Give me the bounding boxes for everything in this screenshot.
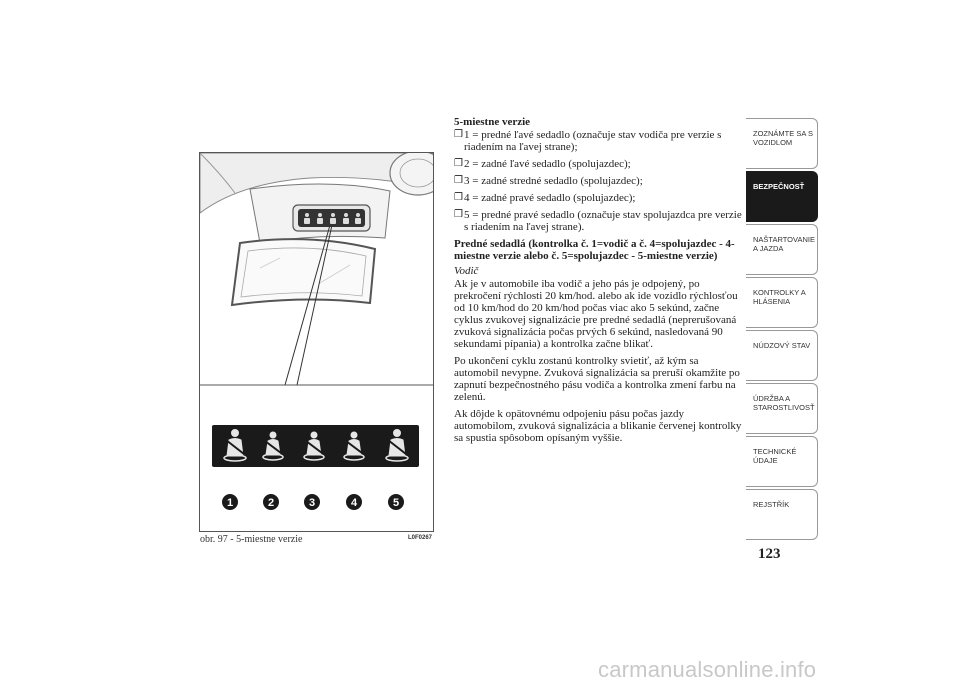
figure-seatbelt-panel bbox=[199, 152, 434, 532]
callout-3: 3 bbox=[308, 497, 316, 509]
section-title: 5-miestne verzie bbox=[454, 116, 531, 128]
seat-list bbox=[454, 129, 744, 233]
page-number: 123 bbox=[758, 546, 781, 562]
tab-label: KONTROLKY A HLÁSENIA bbox=[753, 288, 806, 306]
illustration bbox=[200, 153, 433, 531]
tab-rejstrik[interactable] bbox=[746, 489, 818, 540]
speaker-icon bbox=[390, 153, 433, 195]
paragraph: Po ukončení cyklu zostanú kontrolky svietiť, až kým sa automobil nevypne. Zvuková signalizácia sa preruší okamžite po zapnutí bezpečnostného pásu vodiča a kontrolka zmení farbu na zelenú. bbox=[454, 355, 740, 403]
chapter-tabs bbox=[746, 118, 818, 542]
callout-4: 4 bbox=[350, 497, 358, 509]
list-item: ❒ 2 = zadné ľavé sedadlo (spolujazdec); bbox=[454, 158, 744, 170]
paragraph: Ak je v automobile iba vodič a jeho pás je odpojený, po prekročení rýchlosti 20 km/hod. alebo ak ide vozidlo rýchlosťou od 10 km/hod do 20 km/hod počas viac ako 5 sekúnd, začne cyklus zvukovej signalizácie pre predné sedadlá (neprerušovaná zvuková signalizácia počas prvých 6 sekúnd, nasledovaná 90 sekundami pípania) a kontrolka začne blikať. bbox=[454, 278, 738, 350]
tab-technicke-udaje[interactable] bbox=[746, 436, 818, 487]
tab-label: NAŠTARTOVANIE A JAZDA bbox=[753, 235, 815, 253]
tab-label: REJSTŘÍK bbox=[753, 500, 790, 509]
tab-label: TECHNICKÉ ÚDAJE bbox=[753, 447, 797, 465]
list-item: ❒ 5 = predné pravé sedadlo (označuje stav spolujazdca pre verzie s riadením na ľavej strane). bbox=[454, 209, 744, 233]
callout-1: 1 bbox=[226, 497, 234, 509]
list-item: ❒ 1 = predné ľavé sedadlo (označuje stav vodiča pre verzie s riadením na ľavej strane); bbox=[454, 129, 744, 153]
figure-caption: obr. 97 - 5-miestne verzie bbox=[200, 534, 303, 545]
italic-label: Vodič bbox=[454, 265, 479, 277]
callout-5: 5 bbox=[392, 497, 400, 509]
tab-nastartovanie[interactable] bbox=[746, 224, 818, 275]
main-text bbox=[454, 116, 744, 449]
paragraph: Ak dôjde k opätovnému odpojeniu pásu počas jazdy automobilom, zvuková signalizácia a blikanie červenej kontrolky sa spustia spôsobom opísaným vyššie. bbox=[454, 408, 742, 444]
tab-zoznamte-sa[interactable] bbox=[746, 118, 818, 169]
tab-label: ÚDRŽBA A STAROSTLIVOSŤ bbox=[753, 394, 815, 412]
list-item: ❒ 3 = zadné stredné sedadlo (spolujazdec); bbox=[454, 175, 744, 187]
callout-2: 2 bbox=[267, 497, 275, 509]
subheading: Predné sedadlá (kontrolka č. 1=vodič a č. 4=spolujazdec - 4-miestne verzie alebo č. 5=spolujazdec - 5-miestne verzie) bbox=[454, 238, 735, 262]
tab-label: ZOZNÁMTE SA S VOZIDLOM bbox=[753, 129, 814, 147]
figure-code: L0F0267 bbox=[408, 535, 433, 541]
tab-udrzba[interactable] bbox=[746, 383, 818, 434]
tab-bezpecnost[interactable] bbox=[746, 171, 818, 222]
tab-label: BEZPEČNOSŤ bbox=[753, 182, 805, 191]
tab-label: NÚDZOVÝ STAV bbox=[753, 341, 811, 350]
tab-nudzovy-stav[interactable] bbox=[746, 330, 818, 381]
watermark: carmanualsonline.info bbox=[598, 657, 817, 682]
tab-kontrolky[interactable] bbox=[746, 277, 818, 328]
list-item: ❒ 4 = zadné pravé sedadlo (spolujazdec); bbox=[454, 192, 744, 204]
